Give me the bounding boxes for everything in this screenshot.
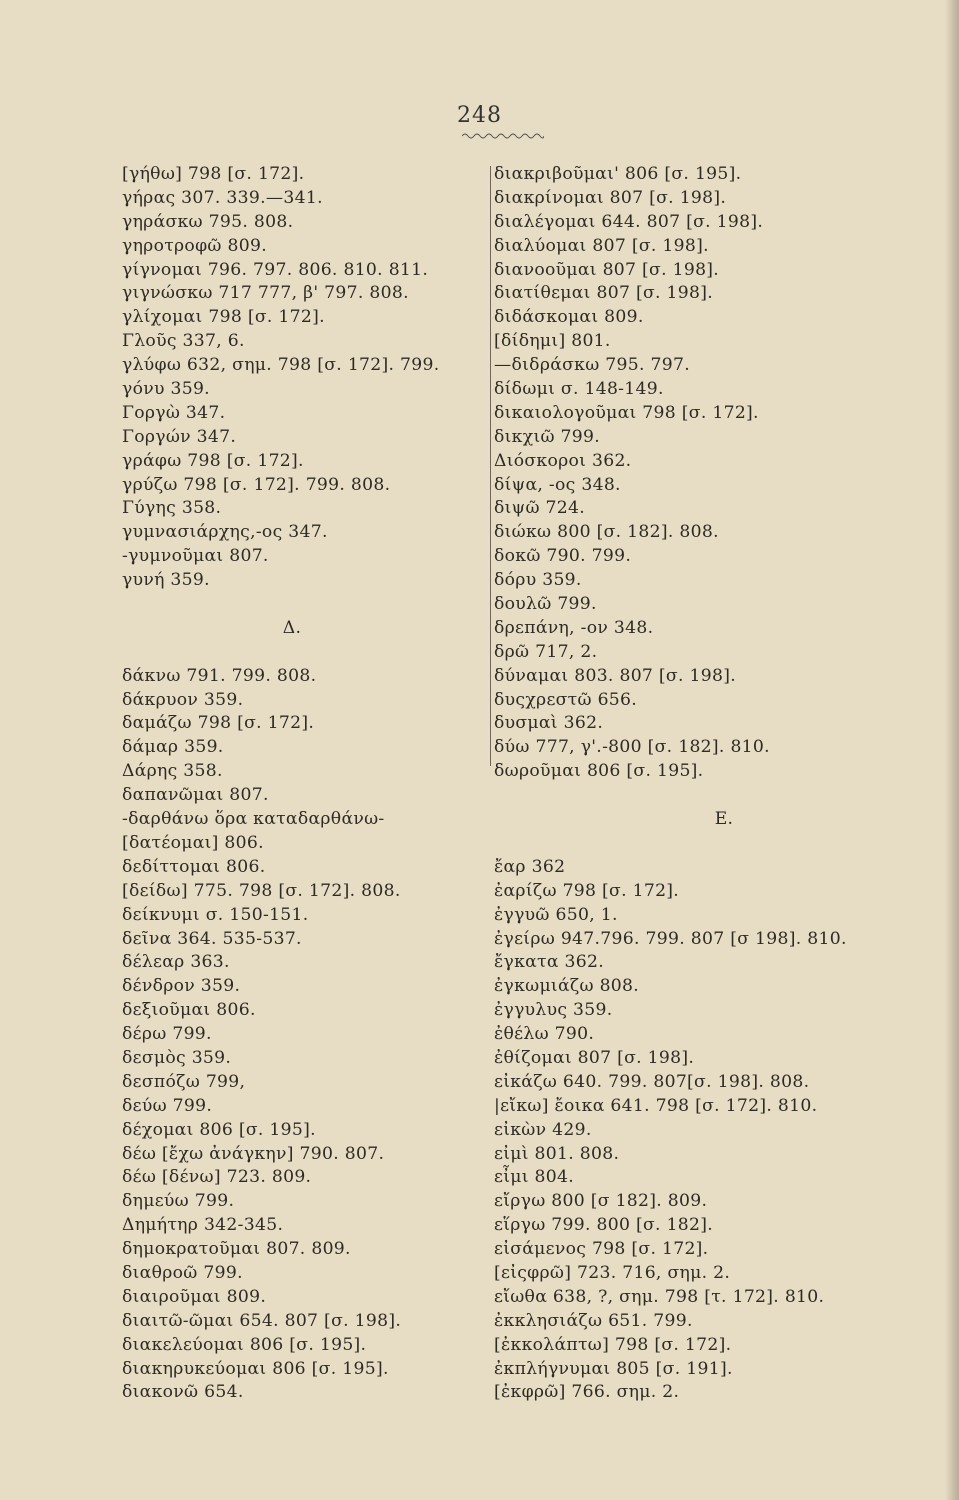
index-entry: |εἴκω] ἔοικα 641. 798 [σ. 172]. 810. <box>494 1095 818 1116</box>
ornamental-wave-rule <box>462 132 544 140</box>
index-entry: εἰσάμενος 798 [σ. 172]. <box>494 1239 709 1260</box>
index-entry: δύω 777, γ'.-800 [σ. 182]. 810. <box>494 737 770 758</box>
left-index-column <box>122 163 482 1405</box>
index-entry: [γήθω] 798 [σ. 172]. <box>122 164 305 184</box>
index-entry: [εἰςφρῶ] 723. 716, σημ. 2. <box>494 1262 731 1283</box>
index-entry: δημεύω 799. <box>122 1191 235 1212</box>
index-entry: δικαιολογοῦμαι 798 [σ. 172]. <box>494 402 759 423</box>
index-entry: δίψα, -ος 348. <box>494 474 621 495</box>
index-entry: δρῶ 717, 2. <box>494 641 598 662</box>
index-entry: γυμνασιάρχης,-ος 347. <box>122 522 328 543</box>
index-entry: εἰμὶ 801. 808. <box>494 1143 620 1164</box>
index-entry: γυνή 359. <box>122 570 210 591</box>
index-entry: ἐθέλω 790. <box>494 1024 595 1045</box>
index-entry: δόρυ 359. <box>494 570 582 591</box>
index-entry: δάκνω 791. 799. 808. <box>122 665 317 686</box>
index-entry: [ἐκφρῶ] 766. σημ. 2. <box>494 1382 680 1403</box>
index-entry: γρύζω 798 [σ. 172]. 799. 808. <box>122 474 391 495</box>
index-entry: Δάρης 358. <box>122 761 223 782</box>
index-entry: δίδωμι σ. 148-149. <box>494 379 664 400</box>
index-entry: δάμαρ 359. <box>122 737 224 758</box>
blank-line <box>122 593 482 617</box>
column-divider <box>490 166 491 766</box>
index-entry: ἔγκατα 362. <box>494 952 604 973</box>
index-entry: γράφω 798 [σ. 172]. <box>122 450 304 471</box>
page-number: 248 <box>457 103 502 128</box>
index-entry: Γύγης 358. <box>122 498 222 519</box>
index-entry: δουλῶ 799. <box>494 594 597 615</box>
index-entry: διανοοῦμαι 807 [σ. 198]. <box>494 259 720 280</box>
index-entry: δέρω 799. <box>122 1024 212 1045</box>
index-entry: δαπανῶμαι 807. <box>122 785 269 806</box>
index-entry: δέχομαι 806 [σ. 195]. <box>122 1119 316 1140</box>
index-entry: διατίθεμαι 807 [σ. 198]. <box>494 283 713 304</box>
index-entry: διαλέγομαι 644. 807 [σ. 198]. <box>494 211 764 232</box>
index-entry: δεδίττομαι 806. <box>122 856 266 877</box>
index-entry: ἔαρ 362 <box>494 856 566 877</box>
index-entry: Γλοῦς 337, 6. <box>122 331 245 352</box>
index-entry: δείκνυμι σ. 150-151. <box>122 904 309 925</box>
index-entry: διακριβοῦμαι' 806 [σ. 195]. <box>494 164 742 184</box>
index-entry: δέλεαρ 363. <box>122 952 230 973</box>
index-entry: [δατέομαι] 806. <box>122 832 264 853</box>
index-entry: διακονῶ 654. <box>122 1382 244 1403</box>
index-entry: δεῖνα 364. 535-537. <box>122 928 302 949</box>
index-entry: δεσμὸς 359. <box>122 1047 232 1068</box>
index-entry: -δαρθάνω ὅρα καταδαρθάνω- <box>122 809 385 830</box>
index-entry: δένδρον 359. <box>122 976 241 997</box>
index-entry: δρεπάνη, -ον 348. <box>494 617 654 638</box>
index-entry: δωροῦμαι 806 [σ. 195]. <box>494 761 704 782</box>
index-entry: διακελεύομαι 806 [σ. 195]. <box>122 1334 367 1355</box>
index-entry: δικχιῶ 799. <box>494 426 601 447</box>
index-entry: δαμάζω 798 [σ. 172]. <box>122 713 315 734</box>
index-entry: [δίδημι] 801. <box>494 331 611 352</box>
index-entry: διαθροῶ 799. <box>122 1262 243 1283</box>
index-entry: εἶμι 804. <box>494 1167 574 1188</box>
index-entry: διαλύομαι 807 [σ. 198]. <box>494 235 709 256</box>
blank-line <box>122 641 482 665</box>
index-entry: εἵργω 799. 800 [σ. 182]. <box>494 1215 714 1236</box>
index-entry: δέω [δένω] 723. 809. <box>122 1167 312 1188</box>
index-entry: διδάσκομαι 809. <box>494 307 644 328</box>
index-entry: γιγνώσκω 717 777, β' 797. 808. <box>122 283 409 304</box>
index-entry: δέω [ἔχω ἀνάγκην] 790. 807. <box>122 1143 385 1164</box>
letter-heading: Ε. <box>714 809 734 830</box>
index-entry: γόνυ 359. <box>122 379 210 400</box>
index-entry: ἐγείρω 947.796. 799. 807 [σ 198]. 810. <box>494 928 847 949</box>
index-entry: γλύφω 632, σημ. 798 [σ. 172]. 799. <box>122 355 440 376</box>
index-entry: ἐγκωμιάζω 808. <box>494 976 640 997</box>
index-entry: διακρίνομαι 807 [σ. 198]. <box>494 187 727 208</box>
index-entry: ἐγγυλυς 359. <box>494 1000 613 1021</box>
index-entry: γηροτροφῶ 809. <box>122 235 267 256</box>
index-entry: δοκῶ 790. 799. <box>494 546 632 567</box>
index-entry: γήρας 307. 339.—341. <box>122 187 323 208</box>
index-entry: δύναμαι 803. 807 [σ. 198]. <box>494 665 736 686</box>
index-entry: δημοκρατοῦμαι 807. 809. <box>122 1239 351 1260</box>
index-entry: [δείδω] 775. 798 [σ. 172]. 808. <box>122 880 401 901</box>
index-entry: ἐαρίζω 798 [σ. 172]. <box>494 880 680 901</box>
index-entry: —διδράσκω 795. 797. <box>494 355 690 376</box>
letter-heading: Δ. <box>282 617 302 638</box>
right-index-column <box>494 163 934 1405</box>
index-entry: δεξιοῦμαι 806. <box>122 1000 256 1021</box>
index-entry: δυσμαὶ 362. <box>494 713 604 734</box>
index-entry: γηράσκω 795. 808. <box>122 211 294 232</box>
index-entry: δεύω 799. <box>122 1095 213 1116</box>
index-entry: δυςχρεστῶ 656. <box>494 689 638 710</box>
blank-line <box>494 832 934 856</box>
index-entry: ἐθίζομαι 807 [σ. 198]. <box>494 1047 695 1068</box>
index-entry: γίγνομαι 796. 797. 806. 810. 811. <box>122 259 429 280</box>
index-entry: εἰκὼν 429. <box>494 1119 592 1140</box>
index-entry: ἐκπλήγνυμαι 805 [σ. 191]. <box>494 1358 733 1379</box>
index-entry: [ἐκκολάπτω] 798 [σ. 172]. <box>494 1334 732 1355</box>
index-entry: εἴργω 800 [σ 182]. 809. <box>494 1191 708 1212</box>
index-entry: Γοργών 347. <box>122 426 237 447</box>
index-entry: δάκρυον 359. <box>122 689 244 710</box>
index-entry: Δημήτηρ 342-345. <box>122 1215 284 1236</box>
index-entry: γλίχομαι 798 [σ. 172]. <box>122 307 325 328</box>
index-entry: διψῶ 724. <box>494 498 586 519</box>
index-entry: -γυμνοῦμαι 807. <box>122 546 269 567</box>
index-entry: δεσπόζω 799, <box>122 1071 246 1092</box>
index-entry: ἐκκλησιάζω 651. 799. <box>494 1310 693 1331</box>
index-entry: εἰκάζω 640. 799. 807[σ. 198]. 808. <box>494 1071 810 1092</box>
index-entry: Γοργὼ 347. <box>122 402 226 423</box>
page-edge <box>945 0 959 1500</box>
index-entry: εἴωθα 638, ?, σημ. 798 [τ. 172]. 810. <box>494 1286 825 1307</box>
index-entry: ἐγγυῶ 650, 1. <box>494 904 618 925</box>
index-entry: διαιτῶ-ῶμαι 654. 807 [σ. 198]. <box>122 1310 402 1331</box>
index-entry: διώκω 800 [σ. 182]. 808. <box>494 522 719 543</box>
index-entry: Διόσκοροι 362. <box>494 450 632 471</box>
blank-line <box>494 784 934 808</box>
index-entry: διαιροῦμαι 809. <box>122 1286 267 1307</box>
index-entry: διακηρυκεύομαι 806 [σ. 195]. <box>122 1358 389 1379</box>
